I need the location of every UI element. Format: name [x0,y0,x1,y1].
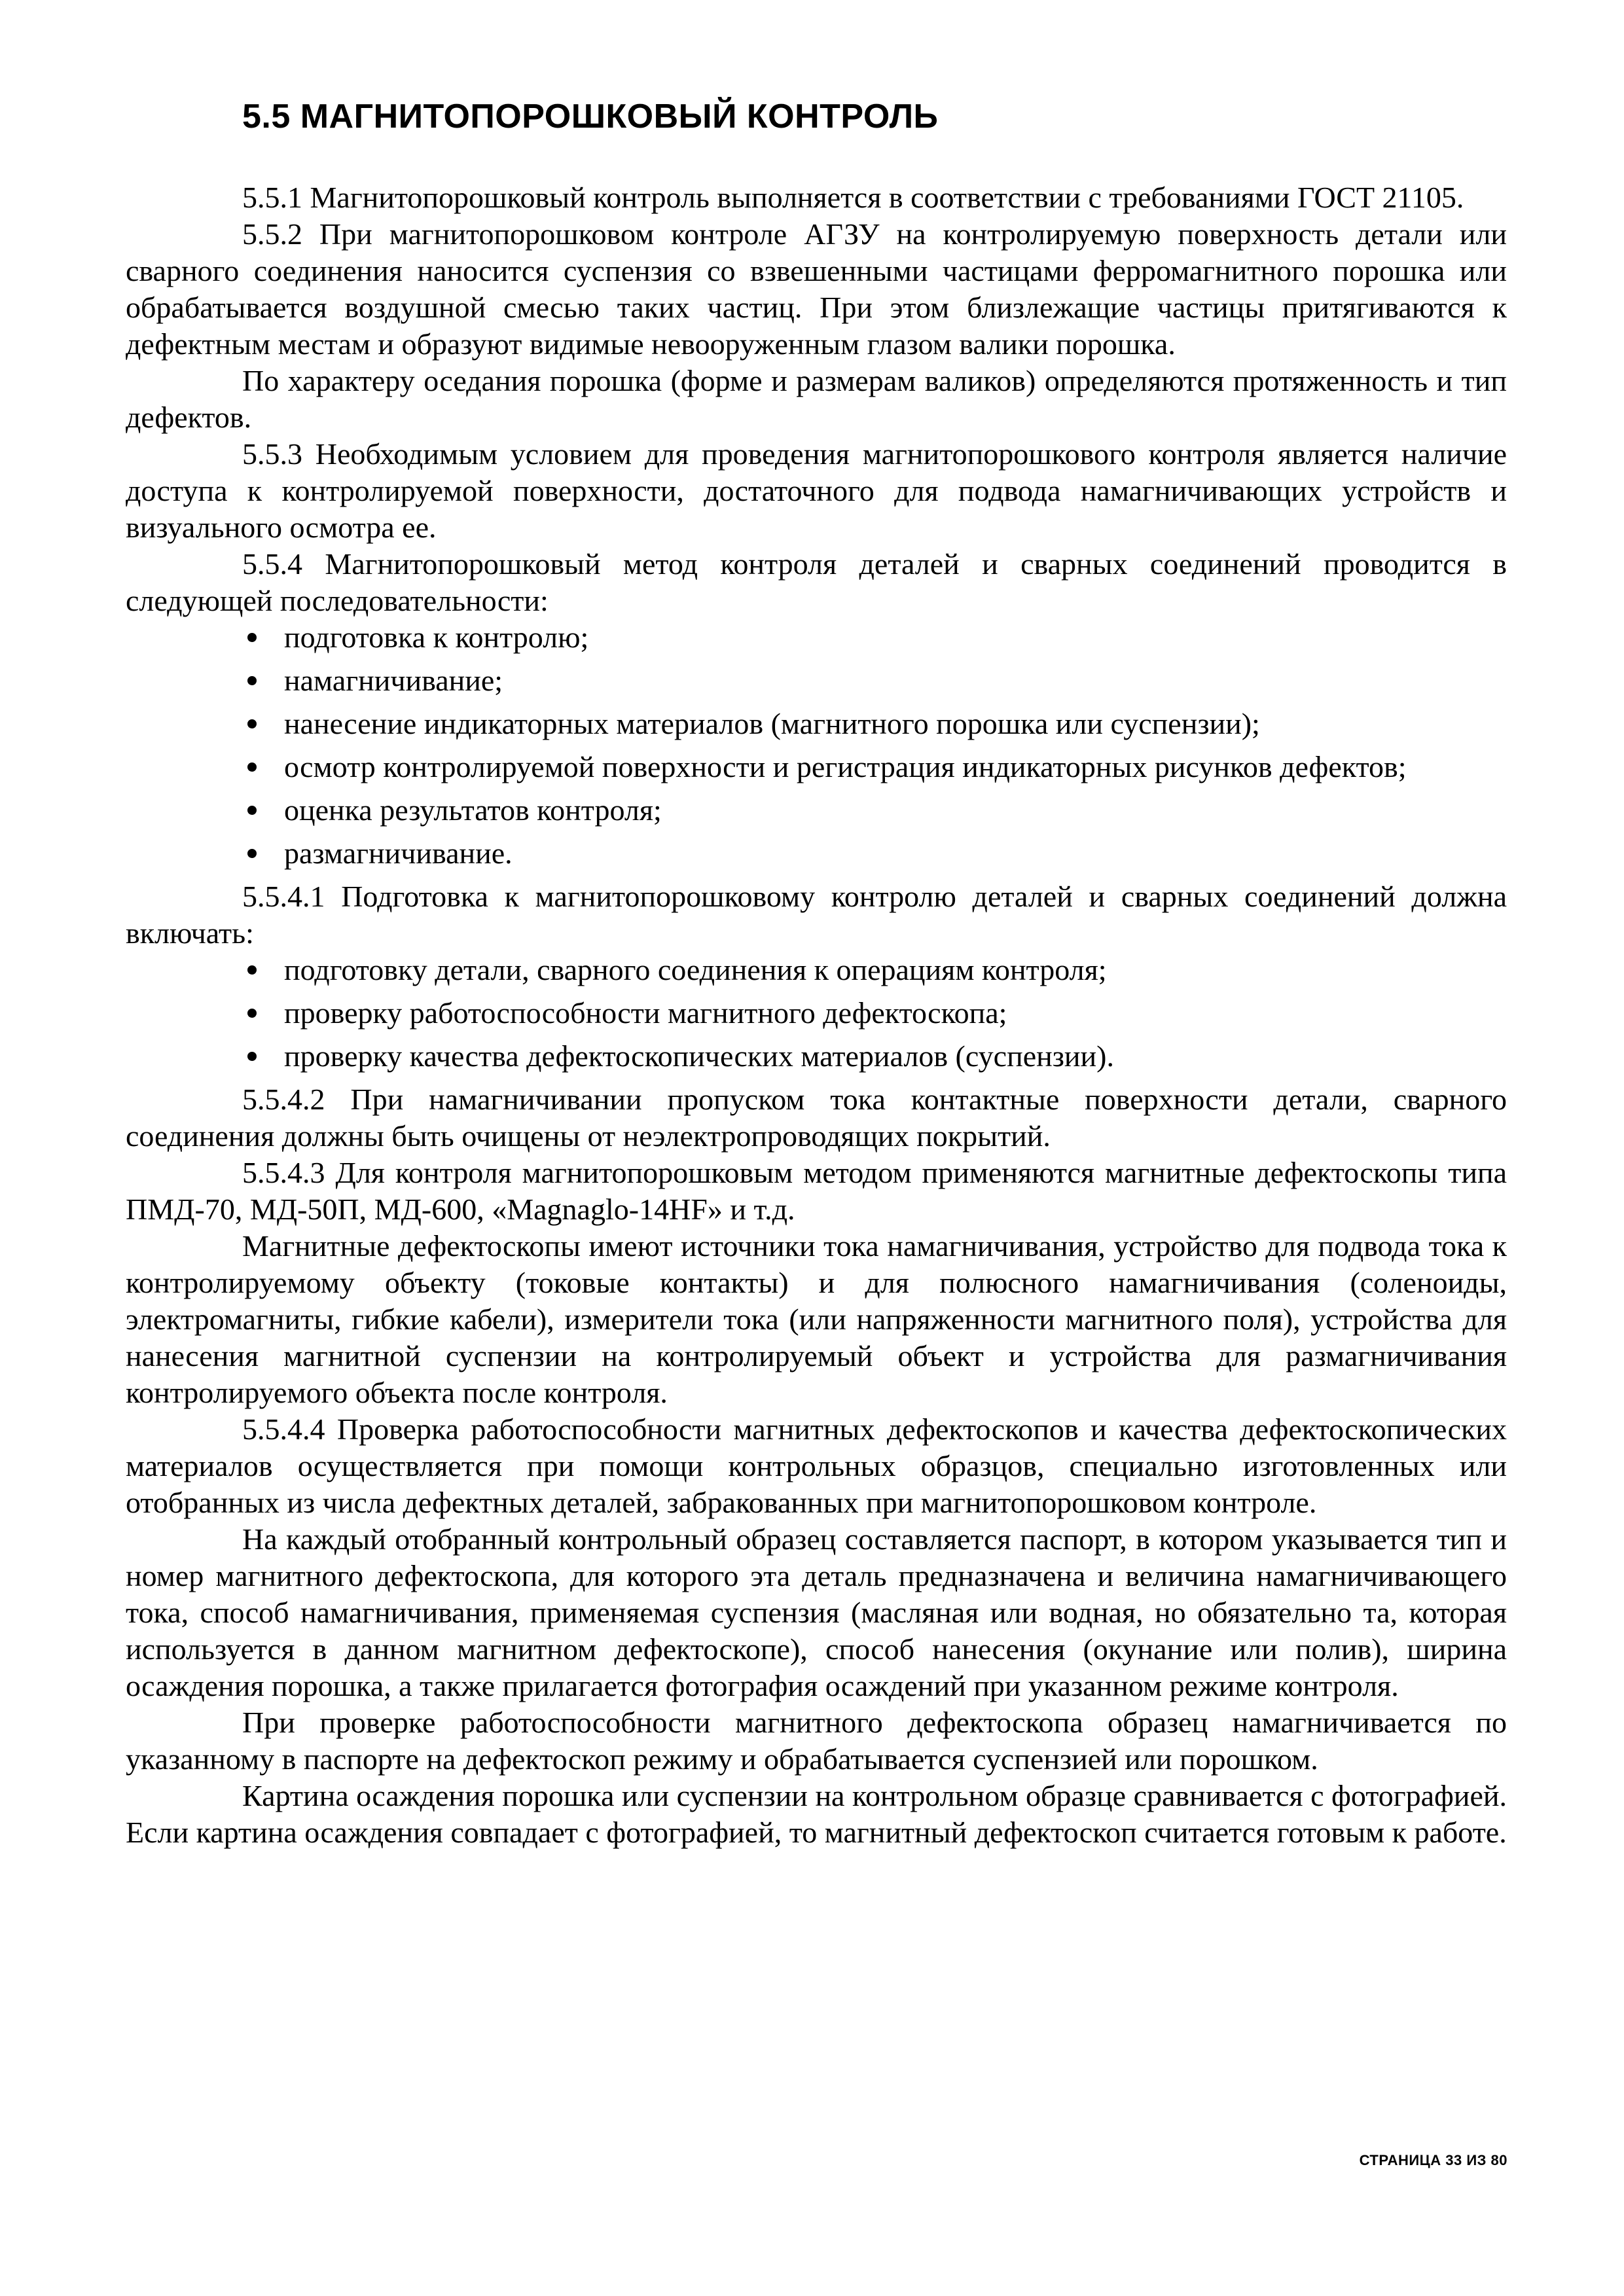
list-item: осмотр контролируемой поверхности и регистрация индикаторных рисунков дефектов; [242,749,1507,785]
section-heading: 5.5 МАГНИТОПОРОШКОВЫЙ КОНТРОЛЬ [242,98,939,135]
paragraph-passport: На каждый отобранный контрольный образец составляется паспорт, в котором указывается тип и номер магнитного дефектоскопа, для которого эта деталь предназначена и величина намагничивающего тока, способ намагничивания, применяемая суспензия (масляная или водная, но обязательно та, которая используется в данном магнитном дефектоскопе), способ нанесения (окунание или полив), ширина осаждения порошка, а также прилагается фотография осаждений при указанном режиме контроля. [126,1522,1507,1702]
paragraph-flaw-detectors: Магнитные дефектоскопы имеют источники тока намагничивания, устройство для подвода тока к контролируемому объекту (токовые контакты) и для полюсного намагничивания (соленоиды, электромагниты, гибкие кабели), измерители тока (или напряженности магнитного поля), устройства для нанесения магнитной суспензии на контролируемый объект и устройства для размагничивания контролируемого объекта после контроля. [126,1229,1507,1409]
paragraph-5-5-4-1: 5.5.4.1 Подготовка к магнитопорошковому контролю деталей и сварных соединений должна включать: [126,880,1507,950]
list-item: намагничивание; [242,662,1507,699]
control-sequence-list [126,619,1507,872]
page-number-footer: СТРАНИЦА 33 ИЗ 80 [1359,2152,1507,2168]
document-page [126,85,1507,1851]
list-item: подготовку детали, сварного соединения к операциям контроля; [242,952,1507,988]
list-item: размагничивание. [242,835,1507,872]
list-item: проверку работоспособности магнитного дефектоскопа; [242,995,1507,1031]
list-item: оценка результатов контроля; [242,792,1507,829]
paragraph-performance-check: При проверке работоспособности магнитного дефектоскопа образец намагничивается по указанному в паспорте на дефектоскоп режиму и обрабатывается суспензией или порошком. [126,1706,1507,1776]
paragraph-5-5-1: 5.5.1 Магнитопорошковый контроль выполняется в соответствии с требованиями ГОСТ 21105. [242,181,1464,214]
list-item: нанесение индикаторных материалов (магнитного порошка или суспензии); [242,706,1507,742]
list-item: подготовка к контролю; [242,619,1507,656]
paragraph-5-5-4-3: 5.5.4.3 Для контроля магнитопорошковым методом применяются магнитные дефектоскопы типа ПМД-70, МД-50П, МД-600, «Magnaglo-14HF» и т.д. [126,1156,1507,1226]
paragraph-5-5-3: 5.5.3 Необходимым условием для проведения магнитопорошкового контроля является наличие доступа к контролируемой поверхности, достаточного для подвода намагничивающих устройств и визуального осмотра ее. [126,437,1507,544]
paragraph-5-5-2: 5.5.2 При магнитопорошковом контроле АГЗУ на контролируемую поверхность детали или сварного соединения наносится суспензия со взвешенными частицами ферромагнитного порошка или обрабатывается воздушной смесью таких частиц. При этом близлежащие частицы притягиваются к дефектным местам и образуют видимые невооруженным глазом валики порошка. [126,217,1507,361]
paragraph-5-5-4-2: 5.5.4.2 При намагничивании пропуском тока контактные поверхности детали, сварного соединения должны быть очищены от неэлектропроводящих покрытий. [126,1083,1507,1153]
paragraph-defect-type: По характеру оседания порошка (форме и размерам валиков) определяются протяженность и тип дефектов. [126,364,1507,434]
paragraph-5-5-4: 5.5.4 Магнитопорошковый метод контроля деталей и сварных соединений проводится в следующей последовательности: [126,547,1507,617]
document-body [126,179,1507,1851]
list-item: проверку качества дефектоскопических материалов (суспензии). [242,1038,1507,1075]
paragraph-5-5-4-4: 5.5.4.4 Проверка работоспособности магнитных дефектоскопов и качества дефектоскопических материалов осуществляется при помощи контрольных образцов, специально изготовленных или отобранных из числа дефектных деталей, забракованных при магнитопорошковом контроле. [126,1412,1507,1519]
preparation-list [126,952,1507,1075]
paragraph-comparison: Картина осаждения порошка или суспензии на контрольном образце сравнивается с фотографией. Если картина осаждения совпадает с фотографией, то магнитный дефектоскоп считается готовым к работе. [126,1779,1507,1849]
